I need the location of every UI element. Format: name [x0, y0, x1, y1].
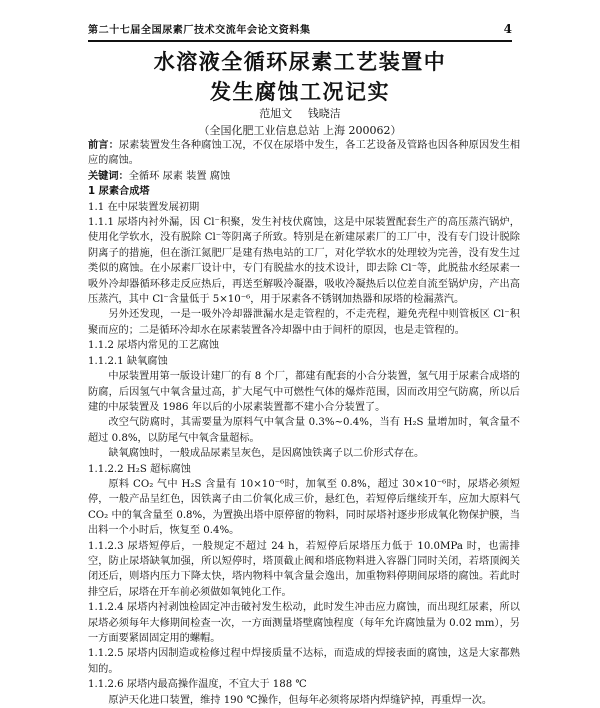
paragraph-oxygen-2: 改空气防腐时，其需要量为原料气中氧含量 0.3%~0.4%，当有 H₂S 量增加时，氧含量不超过 0.8%，以防尾气中氧含量超标。: [88, 417, 520, 444]
paragraph-1-1-2-5: 1.1.2.5 尿塔内因制造或检修过程中焊接质量不达标，而造成的焊接表面的腐蚀，这是大家都熟知的。: [88, 648, 520, 675]
authors: 范旭文 钱晓洁: [259, 107, 341, 120]
keywords-text: 全循环 尿素 装置 腐蚀: [128, 170, 231, 182]
subsection-heading-1-1-2: 1.1.2 尿塔内常见的工艺腐蚀: [88, 340, 220, 352]
section-heading-1: 1 尿素合成塔: [88, 186, 150, 198]
paragraph-1-1-2-3: 1.1.2.3 尿塔短停后，一般规定不超过 24 h，若短停后尿塔压力低于 10.0MPa 时，也需排空，防止尿塔缺氧加强，所以短停时，塔顶截止阀和塔底物料进入容器门同时关闭，若塔顶阀关闭还后，则塔内压力下降太快，塔内物料中氧含量会逸出，加重物料停期间尿塔的腐蚀。若此时排空后，尿塔在开车前必须做如氧钝化工作。: [88, 540, 520, 598]
paper-title-line2: 发生腐蚀工况记实: [210, 80, 390, 104]
page-number: 4: [503, 22, 512, 36]
running-header: [88, 24, 512, 42]
subsection-heading-1-1-2-2: 1.1.2.2 H₂S 超标腐蚀: [88, 463, 191, 475]
subsection-heading-1-1-2-1: 1.1.2.1 缺氧腐蚀: [88, 355, 168, 367]
paper-title-line1: 水溶液全循环尿素工艺装置中: [153, 50, 447, 74]
paragraph-oxygen-1: 中尿装置用第一版设计建厂的有 8 个厂，都建有配套的小合分装置，氢气用于尿素合成塔的防腐，后因氢气中氧含量过高，扩大尾气中可燃性气体的爆炸范围，因而改用空气防腐，所以后建的中尿装置及 1986 年以后的小尿素装置都不建小合分装置了。: [88, 371, 520, 413]
abstract-label: 前言：: [88, 140, 119, 151]
affiliation: （全国化肥工业信息总站 上海 200062）: [198, 124, 402, 137]
keywords-label: 关键词：: [88, 170, 129, 182]
paragraph-oxygen-3: 缺氧腐蚀时，一般成品尿素呈灰色，是因腐蚀铁离子以二价形式存在。: [108, 448, 425, 460]
subsection-heading-1-1: 1.1 在中尿装置发展初期: [88, 201, 200, 213]
article-body: [88, 138, 520, 708]
abstract-text: 尿素装置发生各种腐蚀工况，不仅在尿塔中发生，各工艺设备及管路也因各种原因发生相应的腐蚀。: [88, 140, 521, 167]
keywords: [88, 169, 520, 184]
paragraph-1-1-2-4: 1.1.2.4 尿塔内衬剥蚀检固定冲击破衬发生松动，此时发生冲击应力腐蚀，而出现红尿素，所以尿塔必须每年大修期间检查一次，一方面测量塔壁腐蚀程度（每年允许腐蚀量为 0.02 mm），另一方面要紧固固定用的螺帽。: [88, 602, 520, 644]
paragraph-1-1-1: 1.1.1 尿塔内衬外漏，因 Cl⁻积聚，发生衬枝伏腐蚀，这是中尿装置配套生产的高压蒸汽锅炉，使用化学软水，没有脱除 Cl⁻等阴离子所致。特别是在新建尿素厂的工厂中，没有专门设计脱除阴离子的措施，但在浙江氮肥厂是建有热电站的工厂，对化学软水的处理较为完善，没有发生过类似的腐蚀。在小尿素厂设计中，专门有脱盐水的技术设计，即去除 Cl⁻等，此脱盐水经尿素一吸外冷却器循环移走反应热后，再送至解吸冷凝器，吸收冷凝热后以位差自流至锅炉房，产出高压蒸汽，其中 Cl⁻含量低于 5×10⁻⁶，用于尿素各不锈钢加热器和尿塔的检漏蒸汽。: [88, 217, 520, 306]
paragraph-temperature: 原泸天化进口装置，维持 190 ℃操作，但每年必须将尿塔内焊缝铲掉，再重焊一次。: [108, 694, 493, 706]
abstract: [88, 138, 520, 169]
paragraph-h2s: 原料 CO₂ 气中 H₂S 含量有 10×10⁻⁶时，加氧至 0.8%，超过 30×10⁻⁶时，尿塔必须短停，一般产品呈红色，因铁离子由二价氧化成三价，悬红色，若短停后继续开车，应加大原料气 CO₂ 中的氧含量至 0.8%，为置换出塔中原停留的物料，同时尿塔衬逐步形成氧化物保护膜，当出料一个小时后，恢复至 0.4%。: [88, 478, 520, 537]
journal-name: 第二十七届全国尿素厂技术交流年会论文资料集: [88, 25, 311, 36]
paragraph-1-1-2-6: 1.1.2.6 尿塔内最高操作温度，不宜大于 188 ℃: [88, 679, 307, 691]
paragraph-1-1-1-continued: 另外还发现，一是一吸外冷却器泄漏水是走管程的，不走壳程，避免壳程中则管板区 Cl⁻积聚而应的；二是循环冷却水在尿素装置各冷却器中由于间杆的原因，也是走管程的。: [88, 309, 520, 336]
